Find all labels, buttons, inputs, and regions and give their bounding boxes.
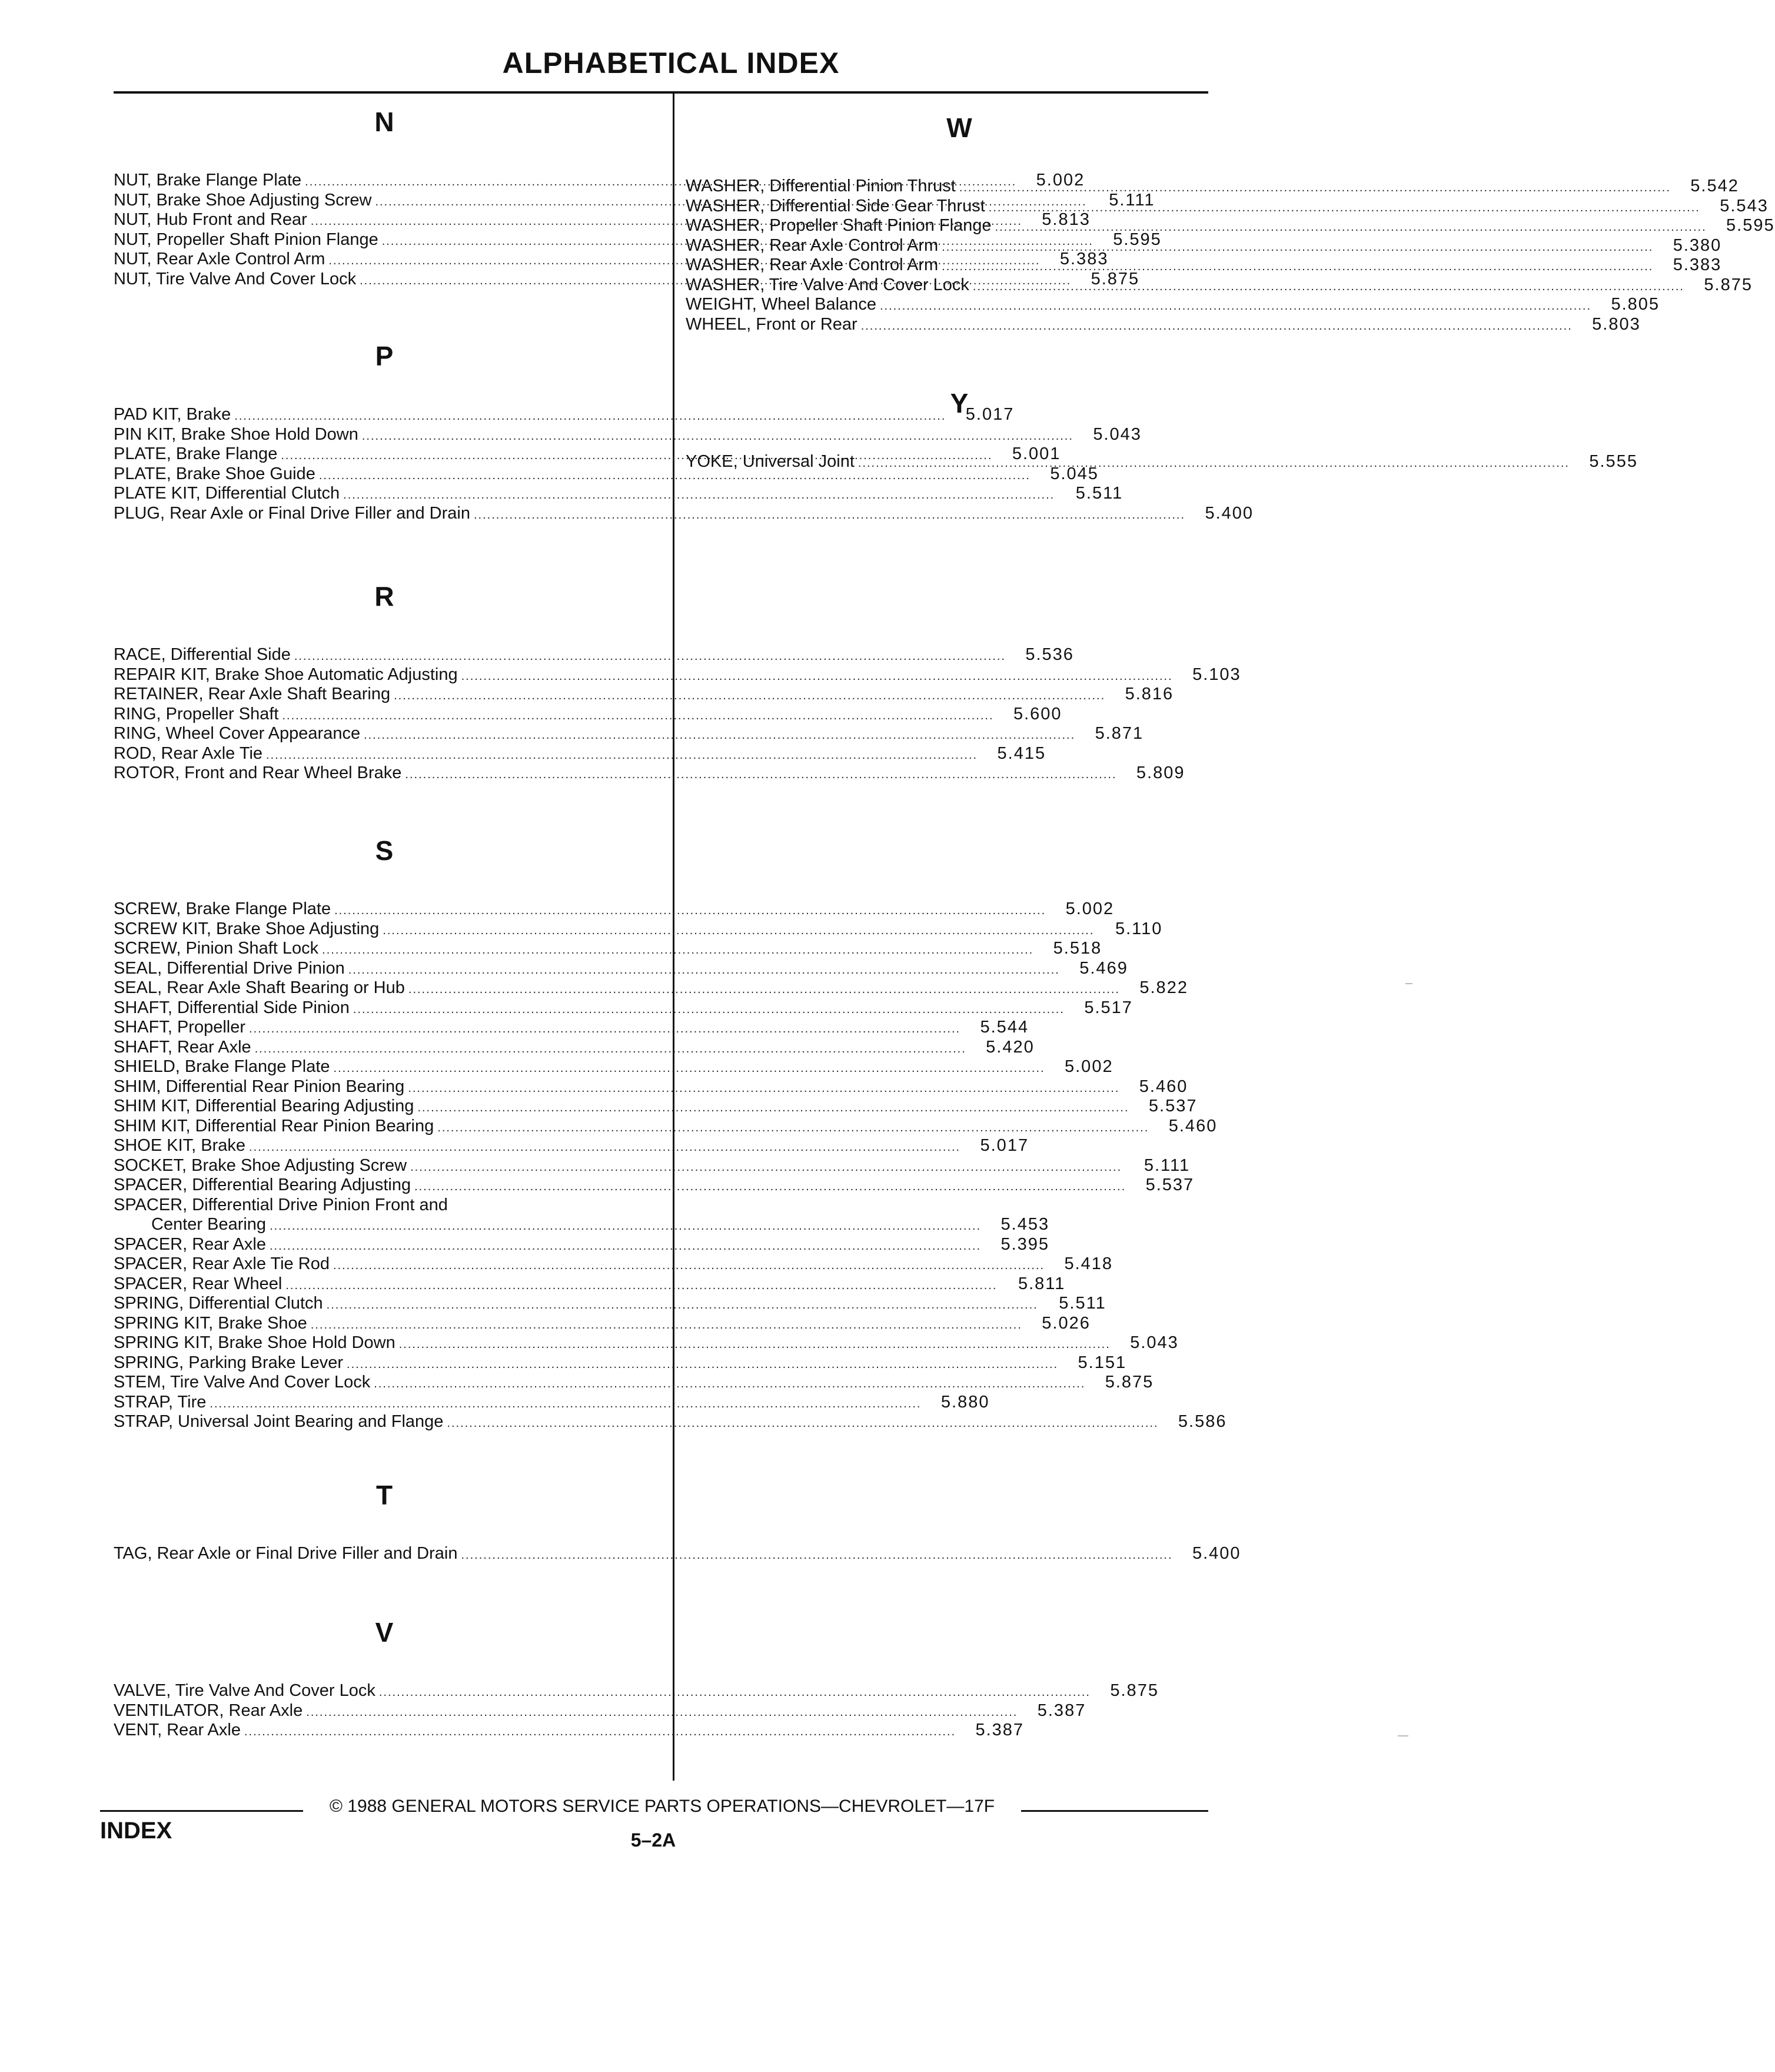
entry-part-name: PLATE KIT, Differential Clutch — [114, 484, 340, 503]
entry-part-name: SHAFT, Propeller — [114, 1018, 246, 1037]
dot-leader — [379, 1683, 1091, 1703]
index-entry — [114, 1294, 1106, 1314]
entry-part-name: VENTILATOR, Rear Axle — [114, 1701, 303, 1720]
footer-rule-right — [1021, 1810, 1208, 1812]
dot-leader — [858, 454, 1570, 474]
dot-leader — [942, 257, 1653, 277]
entry-page-number: 5.002 — [1065, 1057, 1113, 1076]
dot-leader — [394, 686, 1105, 706]
entry-page-number: 5.383 — [1673, 255, 1722, 274]
index-entry — [114, 464, 1099, 484]
entry-part-name: SPRING, Parking Brake Lever — [114, 1353, 344, 1372]
dot-leader — [989, 198, 1700, 218]
section-letter: N — [374, 107, 394, 137]
entry-part-name: WASHER, Tire Valve And Cover Lock — [686, 275, 969, 294]
entry-page-number: 5.460 — [1168, 1116, 1218, 1135]
entry-page-number: 5.511 — [1059, 1294, 1106, 1313]
entry-page-number: 5.380 — [1673, 235, 1722, 255]
dot-leader — [327, 1296, 1038, 1316]
entry-part-name: TAG, Rear Axle or Final Drive Filler and Drain — [114, 1544, 458, 1563]
entry-page-number: 5.001 — [1012, 444, 1061, 463]
entry-part-name: WASHER, Rear Axle Control Arm — [686, 255, 939, 274]
entry-page-number: 5.400 — [1205, 503, 1254, 523]
index-entry — [686, 196, 1769, 217]
entry-page-number: 5.805 — [1611, 295, 1660, 314]
dot-leader — [995, 218, 1707, 238]
dot-leader — [880, 297, 1591, 317]
index-entry — [686, 452, 1638, 472]
index-entry — [114, 484, 1123, 504]
entry-part-name: SCREW, Brake Flange Plate — [114, 899, 331, 918]
entry-part-name: SPACER, Differential Drive Pinion Front and — [114, 1195, 448, 1214]
dot-leader — [461, 1546, 1172, 1566]
dot-leader — [244, 1722, 956, 1742]
index-entry — [114, 503, 1254, 524]
section-w — [686, 107, 1775, 334]
index-entry — [114, 1176, 1195, 1196]
entry-list — [114, 899, 1227, 1432]
entry-part-name: SHIM KIT, Differential Bearing Adjusting — [114, 1097, 414, 1115]
entry-list — [114, 645, 1241, 783]
index-entry — [114, 1196, 655, 1216]
entry-part-name: RETAINER, Rear Axle Shaft Bearing — [114, 685, 391, 703]
index-entry — [114, 1097, 1198, 1117]
index-entry — [114, 685, 1174, 705]
entry-part-name: SCREW KIT, Brake Shoe Adjusting — [114, 919, 380, 938]
dot-leader — [270, 1217, 981, 1237]
entry-part-name: SPRING KIT, Brake Shoe Hold Down — [114, 1333, 395, 1352]
entry-page-number: 5.816 — [1125, 685, 1174, 703]
entry-page-number: 5.822 — [1139, 978, 1188, 997]
dot-leader — [285, 1276, 997, 1296]
index-entry — [686, 314, 1641, 335]
entry-page-number: 5.043 — [1130, 1333, 1179, 1352]
entry-page-number: 5.586 — [1178, 1412, 1227, 1431]
index-entry — [114, 763, 1185, 783]
entry-part-name: SOCKET, Brake Shoe Adjusting Screw — [114, 1155, 407, 1175]
entry-part-name: SPACER, Rear Axle Tie Rod — [114, 1254, 330, 1273]
entry-page-number: 5.809 — [1136, 763, 1185, 782]
entry-page-number: 5.400 — [1192, 1544, 1241, 1563]
entry-page-number: 5.111 — [1144, 1155, 1191, 1175]
index-entry — [114, 1681, 1159, 1701]
index-entry — [114, 424, 1142, 445]
entry-page-number: 5.387 — [975, 1721, 1025, 1739]
dot-leader — [270, 1237, 981, 1257]
dot-leader — [959, 178, 1671, 198]
index-entry — [114, 724, 1144, 744]
entry-part-name: PLATE, Brake Shoe Guide — [114, 464, 315, 483]
page-number: 5–2A — [630, 1829, 676, 1851]
dot-leader — [374, 1374, 1085, 1394]
index-entry — [686, 177, 1739, 197]
entry-part-name: SHIELD, Brake Flange Plate — [114, 1057, 330, 1076]
index-entry — [114, 998, 1133, 1018]
entry-page-number: 5.002 — [1065, 899, 1115, 918]
dot-leader — [306, 1703, 1018, 1723]
entry-page-number: 5.803 — [1592, 314, 1641, 334]
dot-leader — [322, 941, 1033, 961]
dot-leader — [408, 980, 1120, 1000]
section-s — [114, 830, 1227, 1432]
dot-leader — [255, 1040, 966, 1060]
entry-page-number: 5.537 — [1148, 1097, 1198, 1115]
entry-page-number: 5.111 — [1109, 190, 1155, 210]
entry-part-name: STRAP, Universal Joint Bearing and Flange — [114, 1412, 444, 1431]
entry-part-name: SHAFT, Differential Side Pinion — [114, 998, 350, 1017]
index-entry — [114, 1077, 1188, 1097]
page-title: ALPHABETICAL INDEX — [502, 47, 840, 79]
entry-page-number: 5.002 — [1036, 171, 1085, 190]
entry-page-number: 5.811 — [1018, 1274, 1066, 1293]
entry-page-number: 5.544 — [980, 1018, 1029, 1037]
entry-part-name: Center Bearing — [151, 1215, 267, 1234]
entry-page-number: 5.875 — [1105, 1373, 1154, 1392]
entry-part-name: VALVE, Tire Valve And Cover Lock — [114, 1681, 375, 1700]
dot-leader — [266, 746, 978, 766]
entry-page-number: 5.543 — [1720, 196, 1769, 215]
entry-page-number: 5.415 — [997, 743, 1046, 763]
index-entry — [114, 1392, 990, 1413]
section-y — [686, 383, 1638, 472]
section-letter: Y — [950, 388, 969, 419]
index-entry — [114, 405, 1015, 425]
scan-speck — [1405, 983, 1412, 984]
index-entry — [114, 1412, 1227, 1432]
entry-part-name: RING, Propeller Shaft — [114, 704, 279, 723]
dot-leader — [210, 1394, 921, 1414]
entry-page-number: 5.420 — [986, 1037, 1035, 1057]
entry-part-name: NUT, Propeller Shaft Pinion Flange — [114, 230, 378, 249]
index-entry — [686, 255, 1722, 275]
entry-part-name: WASHER, Propeller Shaft Pinion Flange — [686, 216, 992, 235]
index-entry — [114, 1057, 1113, 1077]
index-entry — [114, 1373, 1154, 1393]
entry-list — [686, 452, 1638, 472]
entry-part-name: SHOE KIT, Brake — [114, 1136, 246, 1155]
index-entry — [114, 958, 1128, 979]
entry-page-number: 5.395 — [1000, 1234, 1050, 1254]
dot-leader — [399, 1335, 1111, 1355]
entry-part-name: SPRING KIT, Brake Shoe — [114, 1313, 307, 1333]
index-entry — [114, 1215, 1050, 1235]
index-entry — [114, 1721, 1025, 1741]
index-entry — [686, 275, 1753, 295]
index-entry — [114, 1333, 1179, 1353]
entry-page-number: 5.043 — [1093, 424, 1142, 444]
section-t — [114, 1475, 1241, 1564]
entry-page-number: 5.595 — [1726, 216, 1775, 235]
entry-part-name: SPACER, Rear Wheel — [114, 1274, 282, 1293]
dot-leader — [334, 901, 1046, 921]
dot-leader — [347, 1355, 1058, 1375]
entry-part-name: SPACER, Differential Bearing Adjusting — [114, 1176, 411, 1194]
entry-page-number: 5.151 — [1078, 1353, 1127, 1372]
entry-page-number: 5.045 — [1050, 464, 1099, 483]
index-entry — [114, 1116, 1218, 1137]
entry-part-name: NUT, Brake Flange Plate — [114, 171, 302, 190]
entry-part-name: SCREW, Pinion Shaft Lock — [114, 939, 319, 958]
entry-part-name: STRAP, Tire — [114, 1392, 207, 1412]
dot-leader — [942, 238, 1653, 258]
entry-part-name: PLATE, Brake Flange — [114, 444, 278, 463]
entry-part-name: RACE, Differential Side — [114, 645, 291, 664]
entry-page-number: 5.418 — [1064, 1254, 1113, 1273]
section-letter: W — [946, 112, 972, 143]
entry-list — [114, 1681, 1159, 1741]
dot-leader — [249, 1138, 960, 1158]
dot-leader — [437, 1118, 1149, 1138]
entry-page-number: 5.110 — [1115, 919, 1163, 938]
index-entry — [114, 1701, 1086, 1721]
entry-page-number: 5.387 — [1037, 1701, 1086, 1720]
dot-leader — [294, 647, 1006, 667]
index-entry — [686, 216, 1775, 236]
entry-page-number: 5.460 — [1139, 1077, 1188, 1096]
entry-part-name: ROD, Rear Axle Tie — [114, 743, 263, 763]
dot-leader — [461, 667, 1173, 687]
entry-page-number: 5.880 — [940, 1392, 990, 1412]
entry-list — [686, 177, 1775, 334]
index-entry — [686, 235, 1722, 256]
entry-part-name: WASHER, Differential Pinion Thrust — [686, 177, 956, 195]
entry-part-name: PIN KIT, Brake Shoe Hold Down — [114, 424, 358, 444]
entry-part-name: YOKE, Universal Joint — [686, 452, 855, 471]
index-entry — [114, 665, 1241, 685]
index-entry — [686, 295, 1660, 315]
entry-page-number: 5.871 — [1095, 724, 1144, 743]
dot-leader — [410, 1158, 1122, 1178]
entry-page-number: 5.469 — [1079, 958, 1128, 978]
index-entry — [114, 919, 1163, 939]
section-v — [114, 1612, 1159, 1741]
index-entry — [114, 1136, 1029, 1156]
entry-part-name: WASHER, Differential Side Gear Thrust — [686, 196, 985, 215]
entry-part-name: RING, Wheel Cover Appearance — [114, 724, 361, 743]
entry-page-number: 5.875 — [1091, 269, 1140, 288]
dot-leader — [405, 765, 1116, 785]
section-letter: T — [375, 1480, 393, 1510]
dot-leader — [249, 1020, 960, 1040]
entry-part-name: SHIM, Differential Rear Pinion Bearing — [114, 1077, 405, 1096]
entry-part-name: VENT, Rear Axle — [114, 1721, 241, 1739]
entry-part-name: REPAIR KIT, Brake Shoe Automatic Adjusting — [114, 665, 458, 684]
entry-page-number: 5.595 — [1113, 230, 1162, 249]
index-entry — [114, 645, 1074, 665]
index-entry — [114, 1544, 1241, 1564]
entry-part-name: WEIGHT, Wheel Balance — [686, 295, 876, 314]
entry-part-name: NUT, Rear Axle Control Arm — [114, 250, 325, 268]
entry-page-number: 5.536 — [1025, 645, 1074, 664]
dot-leader — [343, 486, 1055, 506]
entry-page-number: 5.875 — [1110, 1681, 1159, 1700]
entry-page-number: 5.103 — [1192, 665, 1241, 684]
entry-part-name: WHEEL, Front or Rear — [686, 314, 857, 334]
dot-leader — [282, 706, 993, 726]
entry-part-name: SEAL, Rear Axle Shaft Bearing or Hub — [114, 978, 405, 997]
dot-leader — [474, 506, 1185, 526]
entry-part-name: SPRING, Differential Clutch — [114, 1294, 323, 1313]
entry-page-number: 5.383 — [1059, 250, 1109, 268]
entry-part-name: SHIM KIT, Differential Rear Pinion Bearing — [114, 1116, 434, 1135]
index-entry — [114, 1254, 1113, 1274]
header-rule — [114, 91, 1208, 94]
entry-page-number: 5.813 — [1042, 210, 1091, 229]
entry-part-name: SEAL, Differential Drive Pinion — [114, 958, 345, 978]
entry-page-number: 5.542 — [1690, 177, 1739, 195]
index-entry — [114, 939, 1102, 959]
entry-page-number: 5.453 — [1000, 1215, 1050, 1234]
index-entry — [114, 1353, 1127, 1373]
entry-part-name: STEM, Tire Valve And Cover Lock — [114, 1373, 371, 1392]
index-entry — [114, 704, 1062, 725]
dot-leader — [334, 1059, 1045, 1079]
section-letter: V — [375, 1617, 394, 1648]
entry-page-number: 5.017 — [980, 1136, 1029, 1155]
index-entry — [114, 1274, 1066, 1294]
entry-page-number: 5.518 — [1053, 939, 1102, 958]
section-letter: P — [375, 341, 394, 371]
index-entry — [114, 743, 1046, 764]
entry-part-name: NUT, Tire Valve And Cover Lock — [114, 269, 357, 288]
entry-page-number: 5.517 — [1084, 998, 1133, 1017]
section-letter: R — [374, 581, 394, 612]
dot-leader — [414, 1177, 1126, 1197]
dot-leader — [973, 277, 1684, 297]
index-entry — [114, 1155, 1191, 1176]
section-r — [114, 576, 1241, 783]
index-entry — [114, 1018, 1029, 1038]
entry-part-name: SHAFT, Rear Axle — [114, 1037, 251, 1057]
index-entry — [114, 1313, 1091, 1334]
dot-leader — [348, 961, 1060, 981]
index-entry — [114, 899, 1115, 919]
dot-leader — [417, 1098, 1129, 1118]
entry-page-number: 5.026 — [1042, 1313, 1091, 1333]
footer-copyright: © 1988 GENERAL MOTORS SERVICE PARTS OPERATIONS—CHEVROLET—17F — [329, 1797, 995, 1816]
entry-page-number: 5.511 — [1075, 484, 1123, 503]
entry-list — [114, 1544, 1241, 1564]
section-letter: S — [375, 835, 394, 866]
footer-section-label: INDEX — [100, 1818, 172, 1844]
entry-page-number: 5.017 — [965, 405, 1015, 424]
entry-page-number: 5.875 — [1704, 275, 1753, 294]
dot-leader — [383, 921, 1094, 941]
dot-leader — [333, 1256, 1045, 1276]
dot-leader — [408, 1079, 1119, 1099]
dot-leader — [353, 1000, 1065, 1020]
footer-rule-left — [100, 1810, 303, 1812]
entry-page-number: 5.555 — [1589, 452, 1638, 471]
entry-part-name: SPACER, Rear Axle — [114, 1234, 266, 1254]
entry-part-name: NUT, Hub Front and Rear — [114, 210, 307, 229]
entry-page-number: 5.537 — [1145, 1176, 1195, 1194]
entry-part-name: ROTOR, Front and Rear Wheel Brake — [114, 763, 402, 782]
index-entry — [114, 1037, 1035, 1058]
index-entry — [114, 1234, 1050, 1255]
entry-part-name: WASHER, Rear Axle Control Arm — [686, 235, 939, 255]
dot-leader — [311, 1316, 1022, 1336]
entry-part-name: NUT, Brake Shoe Adjusting Screw — [114, 190, 372, 210]
index-entry — [114, 978, 1188, 998]
dot-leader — [861, 317, 1573, 337]
entry-part-name: PLUG, Rear Axle or Final Drive Filler and Drain — [114, 503, 470, 523]
scan-speck — [1398, 1735, 1408, 1736]
entry-page-number: 5.600 — [1013, 704, 1062, 723]
dot-leader — [447, 1414, 1158, 1434]
entry-part-name: PAD KIT, Brake — [114, 405, 231, 424]
dot-leader — [364, 726, 1075, 746]
